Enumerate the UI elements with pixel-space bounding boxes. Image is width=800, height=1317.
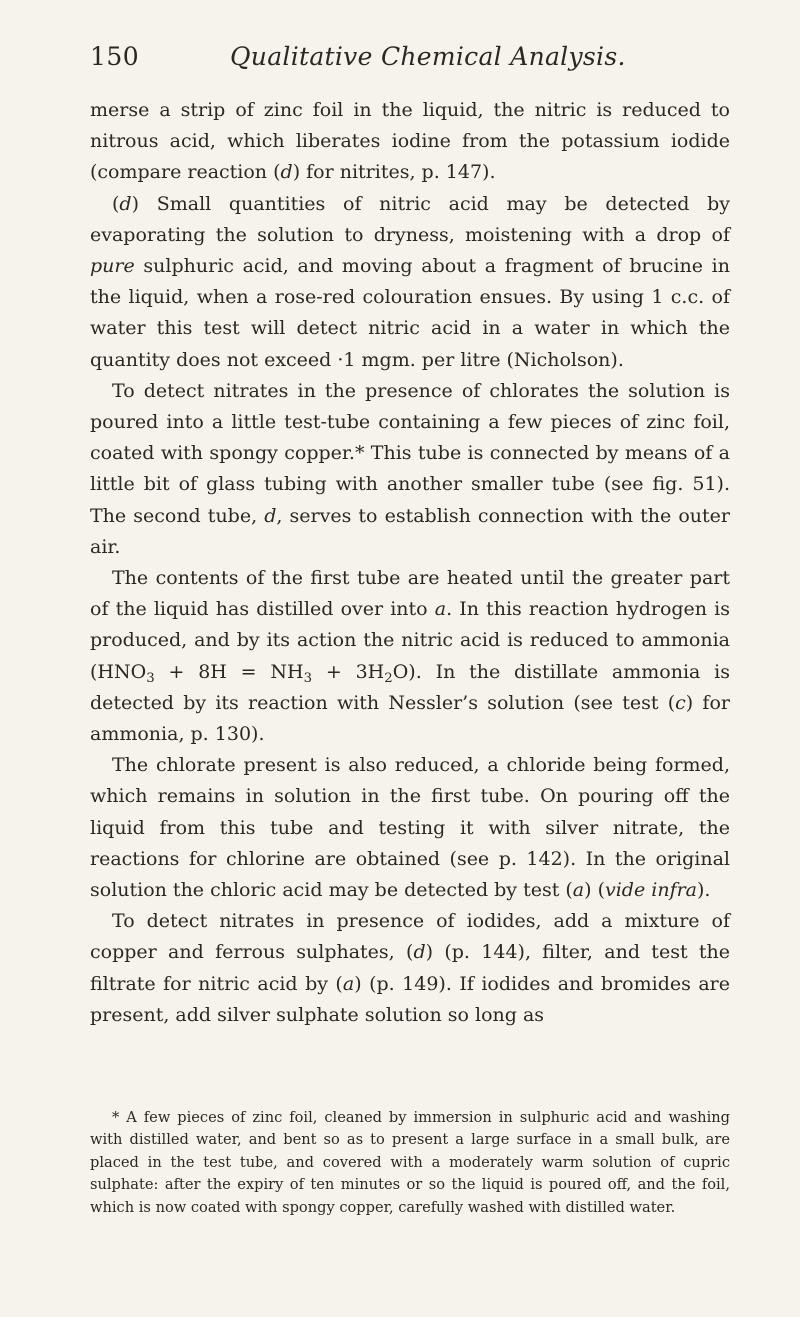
text-run: To detect nitrates in presence of iodides, add a mixture of copper and ferrous sulphates, (: [90, 910, 730, 964]
text-run: ) (p. 144), filter, and test the filtrate for nitric acid by (: [90, 941, 731, 995]
italic-text: c: [675, 691, 686, 714]
text-run: (: [112, 192, 120, 215]
text-run: O). In the distillate ammonia is detected by its reaction with Nessler’s solution (see test (: [90, 660, 730, 714]
italic-text: vide infra: [605, 879, 698, 902]
text-run: The contents of the first tube are heated until the greater part of the liquid has distilled over into: [90, 567, 730, 621]
text-run: . In this reaction hydrogen is produced, and by its action the nitric acid is reduced to ammonia (HNO: [90, 598, 730, 683]
text-run: + 8H = NH: [154, 660, 304, 683]
page-number: 150: [90, 42, 140, 71]
text-run: ) Small quantities of nitric acid may be detected by evaporating the solution to dryness, moistening with a drop of: [90, 192, 730, 246]
subscript: 3: [146, 670, 155, 686]
italic-text: d: [280, 161, 293, 184]
text-run: * A few pieces of zinc foil, cleaned by immersion in sulphuric acid and washing with distilled water, and bent so as to present a large surface in a small bulk, are placed in the test tube, and covered with a moderately warm solution of cupric sulphate: after the expiry of ten minutes or so the liquid is poured off, and the foil, which is now coated with spongy copper, carefully washed with distilled water.: [90, 1109, 730, 1216]
italic-text: d: [413, 941, 426, 964]
text-run: The chlorate present is also reduced, a chloride being formed, which remains in solution in the first tube. On pouring off the liquid from this tube and testing it with silver nitrate, the reactions for chlorine are obtained (see p. 142). In the original solution the chloric acid may be detected by test (: [90, 754, 730, 902]
running-title: Qualitative Chemical Analysis.: [230, 42, 626, 71]
text-run: ) (p. 149). If iodides and bromides are present, add silver sulphate solution so long as: [90, 972, 730, 1026]
paragraph: [90, 750, 730, 906]
italic-text: a: [572, 879, 585, 902]
paragraph: [90, 906, 730, 1031]
text-run: merse a strip of zinc foil in the liquid, the nitric is reduced to nitrous acid, which liberates iodine from the potassium iodide (compare reaction (: [90, 99, 730, 184]
text-run: , serves to establish connection with the outer air.: [90, 504, 730, 558]
text-run: To detect nitrates in the presence of chlorates the solution is poured into a little test-tube containing a few pieces of zinc foil, coated with spongy copper.* This tube is connected by means of a little bit of glass tubing with another smaller tube (see fig. 51). The second tube,: [90, 379, 730, 527]
subscript: 3: [303, 670, 313, 686]
text-run: sulphuric acid, and moving about a fragment of brucine in the liquid, when a rose-red colouration ensues. By using 1 c.c. of water this test will detect nitric acid in a water in which the quantity does not exceed ·1 mgm. per litre (Nicholson).: [90, 255, 730, 371]
italic-text: d: [264, 504, 277, 527]
subscript: 2: [384, 670, 393, 686]
running-head: [90, 42, 730, 82]
paragraph: [90, 189, 730, 376]
paragraph: [90, 563, 730, 750]
italic-text: a: [342, 972, 355, 995]
footnote: [90, 1107, 730, 1219]
body-text: [90, 95, 730, 1031]
text-run: + 3H: [312, 660, 385, 683]
italic-text: pure: [90, 255, 135, 278]
text-run: ).: [697, 879, 711, 902]
footnote-paragraph: [90, 1107, 730, 1219]
italic-text: a: [434, 598, 447, 621]
paragraph: [90, 376, 730, 563]
text-run: ) for ammonia, p. 130).: [90, 691, 730, 746]
italic-text: d: [119, 192, 132, 215]
text-run: ) for nitrites, p. 147).: [292, 161, 496, 184]
paragraph: [90, 95, 730, 189]
text-run: ) (: [584, 879, 605, 902]
